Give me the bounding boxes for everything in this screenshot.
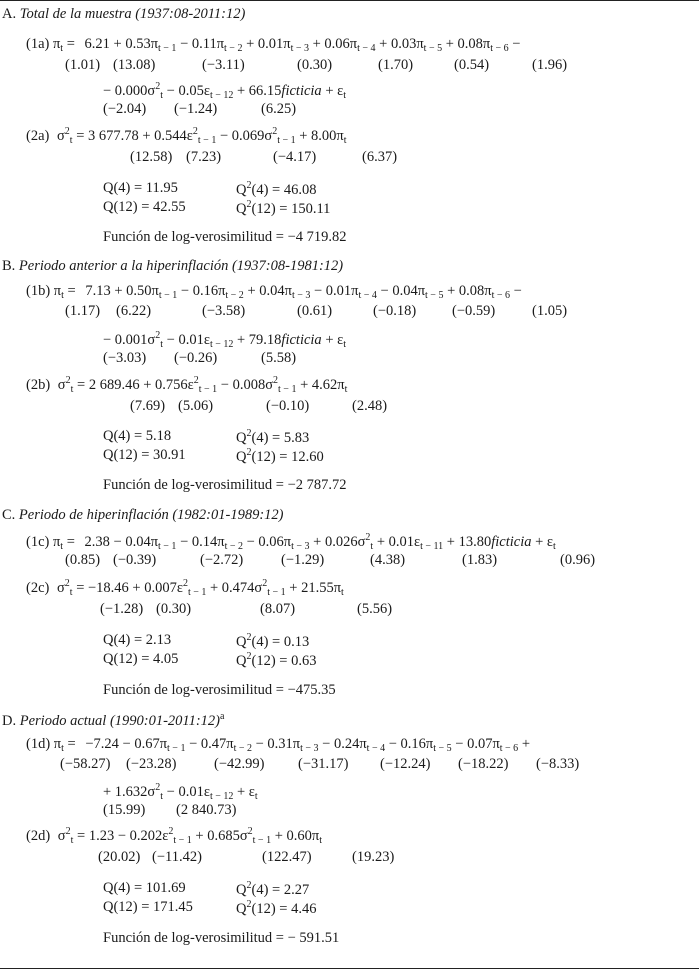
q12-c: Q(12) = 4.05 <box>103 651 179 667</box>
q4-a: Q(4) = 11.95 <box>103 180 178 196</box>
eq-2d: (2d) $\sigma^2_t = 1.23 - 0.202\varepsilon^2_{t - 1} + 0.685\sigma^2_{t - 1} + 0.60\pi_t$ <box>26 826 322 846</box>
eq-2b: (2b) $\sigma^2_t = 2$ $689.46 + 0.756\varepsilon^2_{t - 1} - 0.008\sigma^2_{t - 1} + 4.62\pi_t$ <box>26 375 348 395</box>
q2-12-c: $Q^2(12) = 0.63$ <box>236 651 317 669</box>
section-a-title: A. Total de la muestra (1937:08-2011:12) <box>2 6 246 22</box>
q2-4-a: $Q^2(4) = 46.08$ <box>236 180 317 198</box>
eq-1a-line2: − $0.000\sigma^2_t - 0.05\varepsilon_{t - 12}$ + 66.15ficticia + $\varepsilon_t$ <box>103 81 346 101</box>
q12-a: Q(12) = 42.55 <box>103 199 186 215</box>
q12-d: Q(12) = 171.45 <box>103 899 193 915</box>
q4-b: Q(4) = 5.18 <box>103 428 172 444</box>
q2-12-a: $Q^2(12) = 150.11$ <box>236 199 331 217</box>
eq-1b-line1: (1b) $\pi_t = 7.13 + 0.50\pi_{t - 1} - 0.16\pi_{t - 2} + 0.04\pi_{t - 3} - 0.01\pi_{t - 4} - 0.04\pi_{t - 5} + 0.08\pi_{t - 6}$ − <box>26 283 522 301</box>
eq-1d-line1: (1d) $\pi_t = -7.24 - 0.67\pi_{t - 1} - 0.47\pi_{t - 2} - 0.31\pi_{t - 3} - 0.24\pi_{t - 4} - 0.16\pi_{t - 5} - 0.07\pi_{t - 6}$ + <box>26 736 530 754</box>
loglik-b: Función de log-verosimilitud = −2 787.72 <box>103 477 347 493</box>
q2-12-b: $Q^2(12) = 12.60$ <box>236 447 324 465</box>
loglik-c: Función de log-verosimilitud = −475.35 <box>103 682 336 698</box>
loglik-a: Función de log-verosimilitud = −4 719.82 <box>103 229 347 245</box>
q12-b: Q(12) = 30.91 <box>103 447 186 463</box>
eq-2c: (2c) $\sigma^2_t = -18.46 + 0.007\varepsilon^2_{t - 1} + 0.474\sigma^2_{t - 1} + 21.55\pi_t$ <box>26 578 344 598</box>
eq-1c: (1c) $\pi_t = 2.38 - 0.04\pi_{t - 1} - 0.14\pi_{t - 2} - 0.06\pi_{t - 3} + 0.026\sigma^2_t + 0.01\varepsilon_{t - 11}$ + 13.80ficticia + $\varepsilon_t$ <box>26 532 556 552</box>
loglik-d: Función de log-verosimilitud = − 591.51 <box>103 930 340 946</box>
q2-4-b: $Q^2(4) = 5.83$ <box>236 428 310 446</box>
eq-1a-line1: (1a) $\pi_t = 6.21 + 0.53\pi_{t - 1} - 0.11\pi_{t - 2} + 0.01\pi_{t - 3} + 0.06\pi_{t - 4} + 0.03\pi_{t - 5} + 0.08\pi_{t - 6}$ − <box>26 36 521 54</box>
eq-1d-line2: + $1.632\sigma^2_t - 0.01\varepsilon_{t - 12} + \varepsilon_t$ <box>103 782 258 802</box>
q4-c: Q(4) = 2.13 <box>103 632 172 648</box>
q2-12-d: $Q^2(12) = 4.46$ <box>236 899 317 917</box>
section-d-title: D. Periodo actual (1990:01-2011:12)$^a$ <box>2 711 225 729</box>
section-c-title: C. Periodo de hiperinflación (1982:01-1989:12) <box>2 507 284 523</box>
eq-2a: (2a) $\sigma^2_t = 3$ $677.78 + 0.544\varepsilon^2_{t - 1} - 0.069\sigma^2_{t - 1} + 8.00\pi_t$ <box>26 126 347 146</box>
section-b-title: B. Periodo anterior a la hiperinflación (1937:08-1981:12) <box>2 258 344 274</box>
q4-d: Q(4) = 101.69 <box>103 880 186 896</box>
eq-1b-line2: − $0.001\sigma^2_t - 0.01\varepsilon_{t - 12}$ + 79.18ficticia + $\varepsilon_t$ <box>103 330 346 350</box>
q2-4-d: $Q^2(4) = 2.27$ <box>236 880 310 898</box>
q2-4-c: $Q^2(4) = 0.13$ <box>236 632 310 650</box>
top-rule <box>0 0 699 1</box>
bottom-rule <box>0 968 699 969</box>
